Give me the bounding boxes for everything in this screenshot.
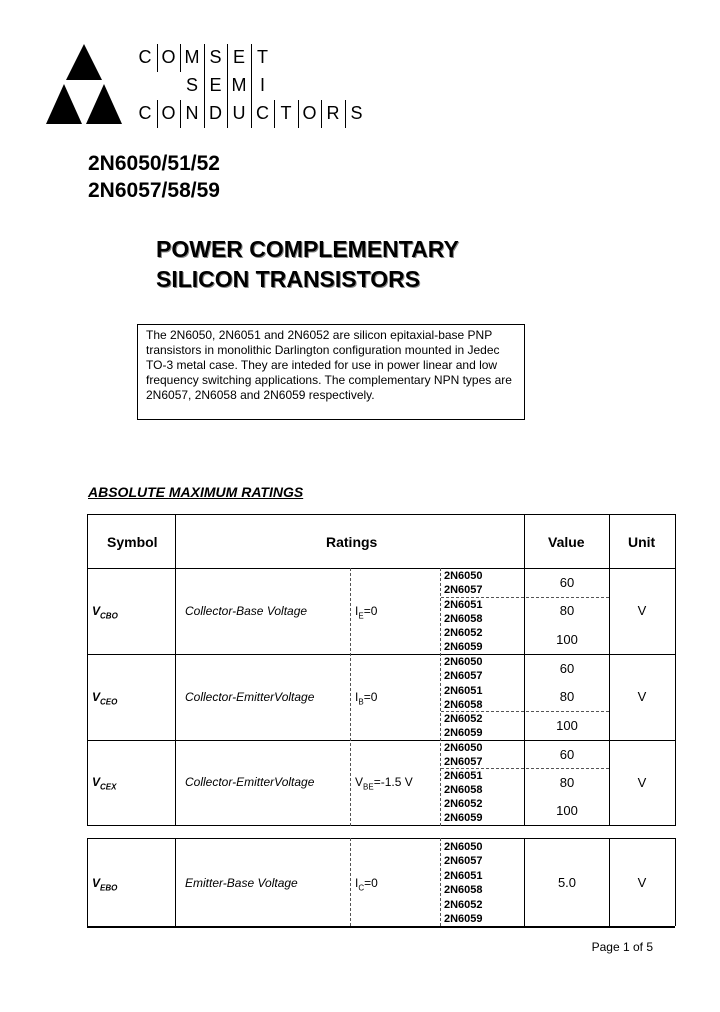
part-number: 2N6058 — [444, 699, 483, 711]
header-ratings: Ratings — [326, 534, 378, 550]
condition-main: I — [355, 604, 359, 618]
condition-rest: =-1.5 V — [373, 775, 413, 789]
column-divider — [175, 838, 176, 926]
column-divider-dashed — [350, 568, 351, 826]
table2-right-border — [675, 838, 676, 926]
part-number: 2N6058 — [444, 884, 483, 896]
value-cell: 80 — [559, 603, 575, 618]
part-number: 2N6052 — [444, 899, 483, 911]
part-number: 2N6052 — [444, 713, 483, 725]
header-value: Value — [548, 534, 585, 550]
symbol-main: V — [92, 876, 101, 890]
part-number: 2N6050 — [444, 656, 483, 668]
logo-letter: M — [231, 75, 247, 95]
parameter-name: Collector-Base Voltage — [185, 604, 308, 618]
logo-letter: O — [302, 103, 317, 123]
table-right-border — [675, 514, 676, 826]
logo-letter: I — [259, 75, 265, 95]
description-line-2: transistors in monolithic Darlington configuration mounted in Jedec — [146, 343, 500, 357]
table2-left-border — [87, 838, 88, 926]
test-condition — [355, 604, 377, 620]
logo-letter: M — [184, 47, 200, 67]
description-line-5: 2N6057, 2N6058 and 2N6059 respectively. — [146, 388, 375, 402]
test-condition — [355, 690, 377, 706]
value-cell: 80 — [559, 689, 575, 704]
condition-subscript: BE — [363, 782, 374, 792]
symbol-vebo — [92, 876, 117, 892]
symbol-vcbo — [92, 604, 118, 620]
table2-bottom-border — [87, 926, 675, 928]
value-cell: 60 — [559, 575, 575, 590]
value-cell: 60 — [559, 747, 575, 762]
symbol-subscript: CBO — [100, 611, 118, 621]
condition-subscript: B — [358, 697, 364, 707]
title-line-2: SILICON TRANSISTORS — [156, 266, 421, 292]
logo-letter: E — [209, 75, 222, 95]
logo-letter: U — [232, 103, 246, 123]
symbol-main: V — [92, 690, 101, 704]
description-box — [137, 324, 525, 420]
part-number: 2N6050 — [444, 570, 483, 582]
part-number: 2N6057 — [444, 670, 483, 682]
symbol-subscript: CEX — [100, 782, 117, 792]
logo-letter: C — [138, 103, 152, 123]
comset-logo-icon — [44, 44, 124, 126]
condition-rest: =0 — [363, 690, 378, 704]
symbol-main: V — [92, 775, 101, 789]
parameter-name: Collector-EmitterVoltage — [185, 775, 315, 789]
logo-letter: R — [326, 103, 340, 123]
part-number: 2N6057 — [444, 756, 483, 768]
logo-letter: N — [185, 103, 199, 123]
description-line-1: The 2N6050, 2N6051 and 2N6052 are silicon epitaxial-base PNP — [146, 328, 493, 342]
part-number: 2N6057 — [444, 584, 483, 596]
document-title — [156, 234, 459, 294]
condition-subscript: E — [358, 611, 364, 621]
logo-letter: E — [232, 47, 245, 67]
logo-letter: T — [257, 47, 268, 67]
part-number: 2N6057 — [444, 855, 483, 867]
symbol-subscript: CEO — [100, 697, 118, 707]
part-number: 2N6052 — [444, 798, 483, 810]
title-line-1: POWER COMPLEMENTARY — [156, 236, 459, 262]
part-number: 2N6050 — [444, 742, 483, 754]
column-divider-dashed — [350, 838, 351, 926]
part-number: 2N6059 — [444, 727, 483, 739]
logo-letter: S — [209, 47, 222, 67]
column-divider — [175, 514, 176, 826]
symbol-subscript: EBO — [100, 883, 118, 893]
header-unit: Unit — [628, 534, 656, 550]
value-cell: 60 — [559, 661, 575, 676]
condition-main: I — [355, 876, 359, 890]
logo-letter: S — [185, 75, 198, 95]
value-cell: 100 — [556, 632, 578, 647]
logo-letter: O — [161, 103, 176, 123]
unit-cell: V — [637, 603, 647, 618]
condition-main: V — [355, 775, 364, 789]
parameter-name: Collector-EmitterVoltage — [185, 690, 315, 704]
page-number: Page 1 of 5 — [591, 940, 653, 954]
part-number: 2N6051 — [444, 599, 483, 611]
part-number: 2N6051 — [444, 685, 483, 697]
logo-letter: S — [350, 103, 363, 123]
column-divider-dashed — [440, 568, 441, 826]
part-number: 2N6058 — [444, 784, 483, 796]
part-number: 2N6051 — [444, 770, 483, 782]
description-line-4: frequency switching applications. The complementary NPN types are — [146, 373, 512, 387]
logo-letter: O — [161, 47, 176, 67]
part-number: 2N6050 — [444, 841, 483, 853]
condition-main: I — [355, 690, 359, 704]
condition-rest: =0 — [364, 876, 378, 890]
table-left-border — [87, 514, 88, 826]
symbol-main: V — [92, 604, 101, 618]
header-symbol: Symbol — [107, 534, 158, 550]
test-condition — [355, 775, 413, 791]
part-number-line-1: 2N6050/51/52 — [88, 152, 220, 175]
unit-cell: V — [637, 775, 647, 790]
logo-letter: D — [209, 103, 222, 123]
part-number: 2N6059 — [444, 641, 483, 653]
part-number: 2N6058 — [444, 613, 483, 625]
value-cell: 5.0 — [557, 875, 577, 890]
symbol-vcex — [92, 775, 116, 791]
part-number: 2N6051 — [444, 870, 483, 882]
company-logo-text — [134, 44, 384, 128]
part-numbers — [88, 150, 220, 204]
condition-subscript: C — [358, 883, 365, 893]
test-condition — [355, 876, 378, 892]
part-number: 2N6059 — [444, 913, 483, 925]
parameter-name: Emitter-Base Voltage — [185, 876, 298, 890]
description-line-3: TO-3 metal case. They are inteded for use in power linear and low — [146, 358, 498, 372]
part-number-line-2: 2N6057/58/59 — [88, 179, 220, 202]
unit-cell: V — [637, 689, 647, 704]
logo-letter: T — [280, 103, 292, 123]
value-cell: 80 — [559, 775, 575, 790]
symbol-vceo — [92, 690, 117, 706]
value-cell: 100 — [556, 718, 578, 733]
column-divider-dashed — [440, 838, 441, 926]
condition-rest: =0 — [363, 604, 378, 618]
unit-cell: V — [637, 875, 647, 890]
part-number: 2N6059 — [444, 812, 483, 824]
section-title: ABSOLUTE MAXIMUM RATINGS — [88, 484, 304, 500]
part-number: 2N6052 — [444, 627, 483, 639]
logo-letter: C — [256, 103, 269, 123]
value-cell: 100 — [556, 803, 578, 818]
logo-letter: C — [138, 47, 152, 67]
